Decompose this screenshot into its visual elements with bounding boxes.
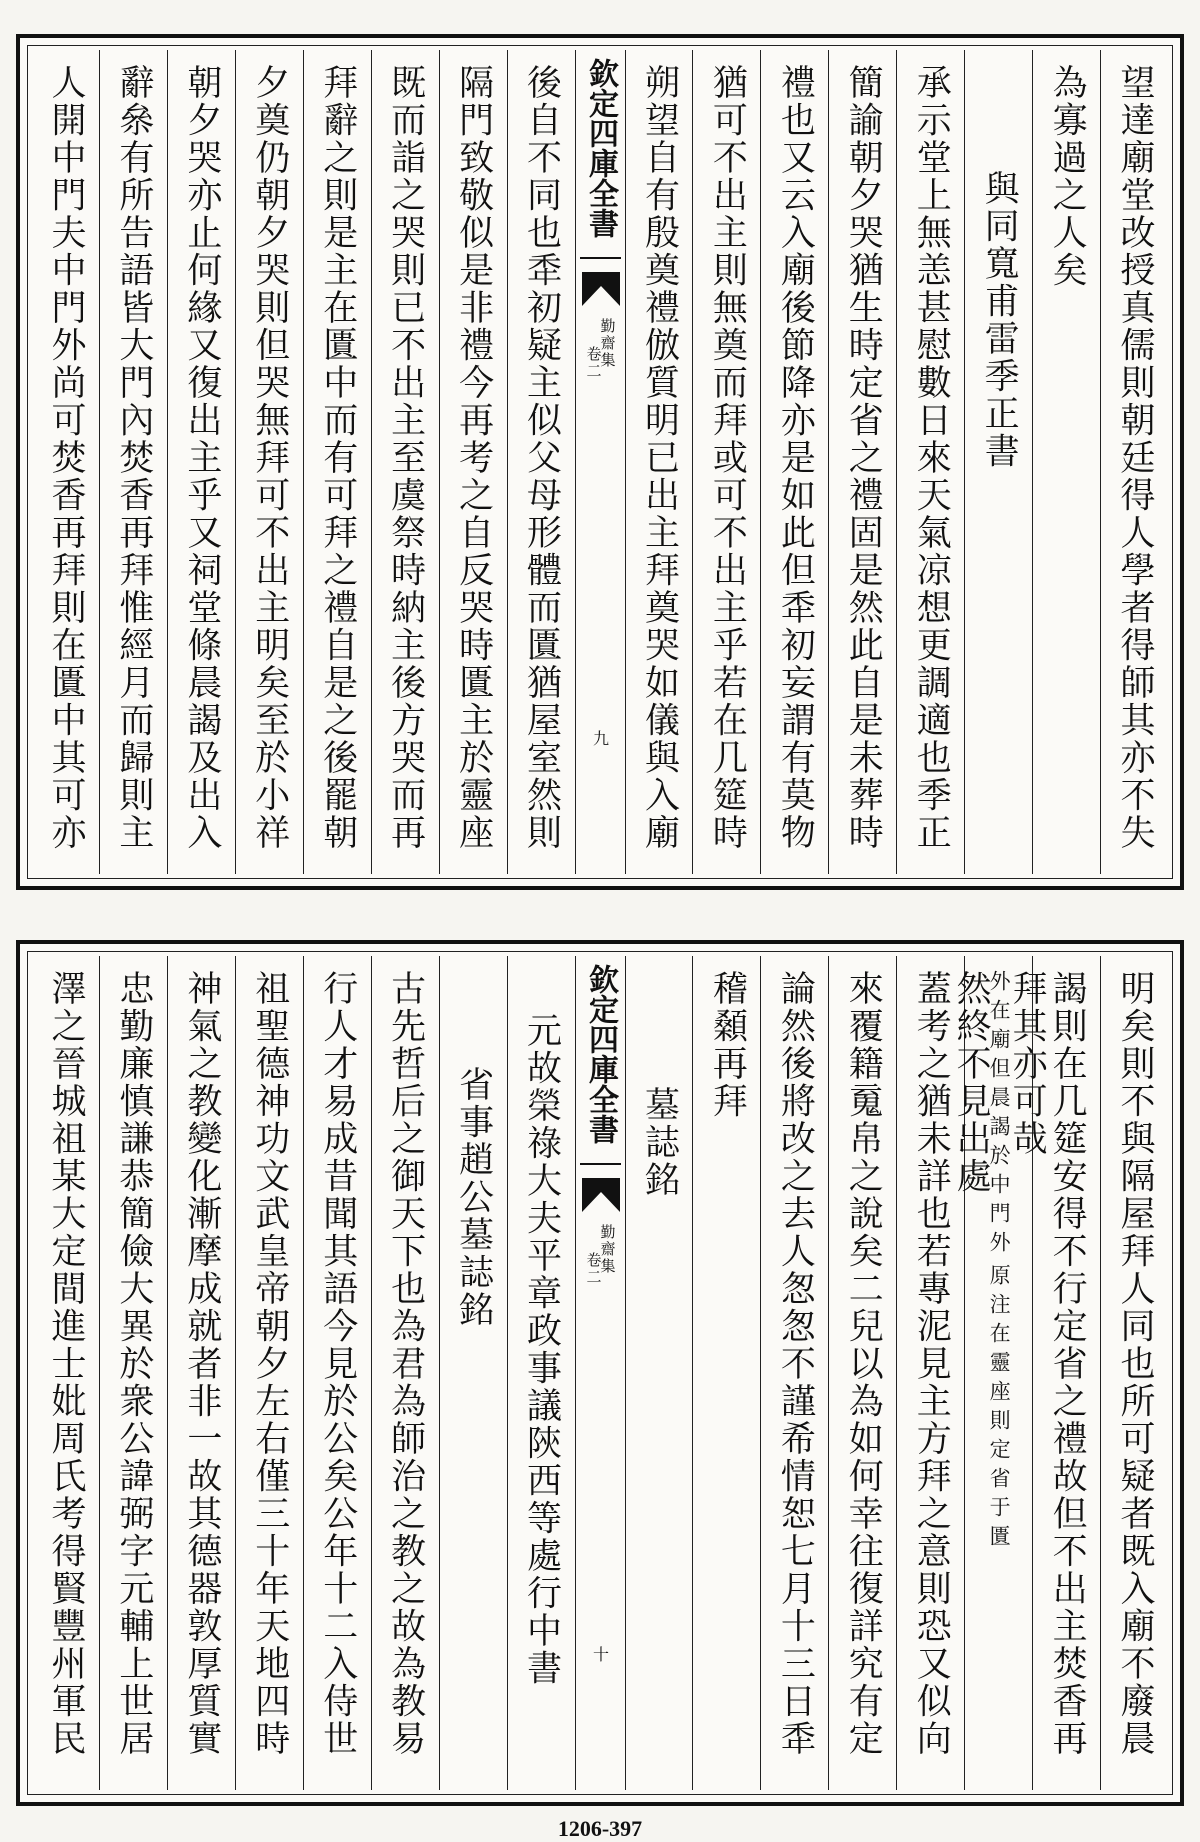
- column-text: 行人才易成昔聞其語今見於公矣公年十二入侍世: [317, 970, 358, 1758]
- column-text: 朔望自有殷奠禮倣質明已出主拜奠哭如儀與入廟: [639, 64, 680, 852]
- column-text: 稽顙再拜: [707, 970, 748, 1120]
- text-column: [625, 956, 693, 1790]
- text-column: [692, 956, 760, 1790]
- text-column: [692, 50, 760, 874]
- text-column: [439, 956, 507, 1790]
- section-heading: 墓誌銘: [639, 1086, 680, 1199]
- text-column: [235, 50, 303, 874]
- column-text: 猶可不出主則無奠而拜或可不出主乎若在几筵時: [707, 64, 748, 852]
- juan-number: 卷二: [584, 1252, 603, 1286]
- center-fold: [575, 956, 625, 1790]
- fold-rule: [580, 1163, 621, 1165]
- column-text: 古先哲后之御天下也為君為師治之教之故為教易: [385, 970, 426, 1758]
- column-text: 隔門致敬似是非禮今再考之自反哭時匱主於靈座: [453, 64, 494, 852]
- text-column: [32, 50, 99, 874]
- column-text: 禮也又云入廟後節降亦是如此但䄵初妄謂有莫物: [775, 64, 816, 852]
- column-text: 來覆籍䰟帛之說矣二兒以為如何幸往復詳究有定: [843, 970, 884, 1758]
- column-text: 拜其亦可哉: [1007, 970, 1048, 1158]
- note-line-left: 外在廟但晨謁於中門外: [987, 970, 1012, 1260]
- column-text: 祖聖德神功文武皇帝朝夕左右僅三十年天地四時: [249, 970, 290, 1758]
- column-text: 望達廟堂改授真儒則朝廷得人學者得師其亦不失: [1115, 64, 1156, 852]
- bottom-page: [16, 940, 1184, 1806]
- text-column: [371, 956, 439, 1790]
- column-text: 朝夕哭亦止何緣又復出主乎又祠堂條晨謁及出入: [181, 64, 222, 852]
- text-column: [828, 50, 896, 874]
- annotated-column-text: [951, 970, 1048, 1554]
- folio-number: 九: [590, 730, 610, 746]
- column-text: 明矣則不與隔屋拜人同也所可疑者既入廟不廢晨: [1115, 970, 1156, 1758]
- column-text: 蓋考之猶未詳也若專泥見主方拜之意則恐又似向: [911, 970, 952, 1758]
- page-number: 1206-397: [557, 1816, 643, 1841]
- annotated-column: [951, 956, 1048, 1790]
- text-column: [507, 956, 575, 1790]
- text-column: [625, 50, 693, 874]
- text-column: [1032, 50, 1100, 874]
- text-column: [1100, 956, 1168, 1790]
- folio-number: 十: [590, 1646, 610, 1662]
- collection-name: 勤齋集: [598, 318, 617, 369]
- column-text: 謁則在几筵安得不行定省之禮故但不出主焚香再: [1047, 970, 1088, 1758]
- fishtail-icon: [582, 272, 620, 306]
- top-page-columns: [32, 50, 1168, 874]
- text-column: [371, 50, 439, 874]
- text-column: [167, 50, 235, 874]
- interlinear-note: [987, 970, 1012, 1554]
- column-text: 為寡過之人矣: [1047, 64, 1088, 289]
- column-text: 人開中門夫中門外尚可焚香再拜則在匱中其可亦: [45, 64, 86, 852]
- column-text: 辭㕘有所告語皆大門內焚香再拜惟經月而歸則主: [113, 64, 154, 852]
- text-column: [896, 956, 964, 1790]
- text-column: [303, 50, 371, 874]
- text-column: [896, 50, 964, 874]
- column-text: 澤之晉城祖某大定間進士妣周氏考得賢豐州軍民: [45, 970, 86, 1758]
- text-column: [1100, 50, 1168, 874]
- column-text: 夕奠仍朝夕哭則但哭無拜可不出主明矣至於小祥: [249, 64, 290, 852]
- text-column: [964, 50, 1032, 874]
- note-line-right: 原注在靈座則定省于匱: [987, 1264, 1012, 1554]
- text-column: [167, 956, 235, 1790]
- column-text: 忠勤廉慎謙恭簡儉大異於衆公諱弼字元輔上世居: [113, 970, 154, 1758]
- text-column: [235, 956, 303, 1790]
- letter-title: 與同寬甫雷季正書: [979, 170, 1020, 470]
- center-fold: [575, 50, 625, 874]
- text-column: [439, 50, 507, 874]
- bottom-page-columns: [32, 956, 1168, 1790]
- top-page: [16, 34, 1184, 890]
- column-text: 簡諭朝夕哭猶生時定省之禮固是然此自是未葬時: [843, 64, 884, 852]
- column-text: 拜辭之則是主在匱中而有可拜之禮自是之後罷朝: [317, 64, 358, 852]
- text-column: [99, 956, 167, 1790]
- epitaph-title-cont: 省事趙公墓誌銘: [453, 1066, 494, 1329]
- fishtail-icon: [582, 1178, 620, 1212]
- column-text: 後自不同也䄵初疑主似父母形體而匱猶屋室然則: [521, 64, 562, 852]
- text-column: [760, 50, 828, 874]
- column-text: 然終不見出處: [951, 970, 992, 1195]
- text-column: [760, 956, 828, 1790]
- epitaph-title: 元故榮祿大夫平章政事議陝西等處行中書: [521, 1012, 562, 1687]
- juan-number: 卷二: [584, 346, 603, 380]
- column-text: 既而詣之哭則已不出主至虞祭時納主後方哭而再: [385, 64, 426, 852]
- series-title: 欽定四庫全書: [583, 58, 618, 238]
- collection-name: 勤齋集: [598, 1224, 617, 1275]
- text-column: [828, 956, 896, 1790]
- column-text: 論然後將改之去人怱怱不謹希情恕七月十三日䄵: [775, 970, 816, 1758]
- series-title: 欽定四庫全書: [583, 964, 618, 1144]
- text-column: [507, 50, 575, 874]
- column-text: 神氣之教變化漸摩成就者非一故其德器敦厚質實: [181, 970, 222, 1758]
- text-column: [32, 956, 99, 1790]
- text-column: [99, 50, 167, 874]
- column-text: 承示堂上無恙甚慰數日來天氣凉想更調適也季正: [911, 64, 952, 852]
- text-column: [303, 956, 371, 1790]
- fold-rule: [580, 257, 621, 259]
